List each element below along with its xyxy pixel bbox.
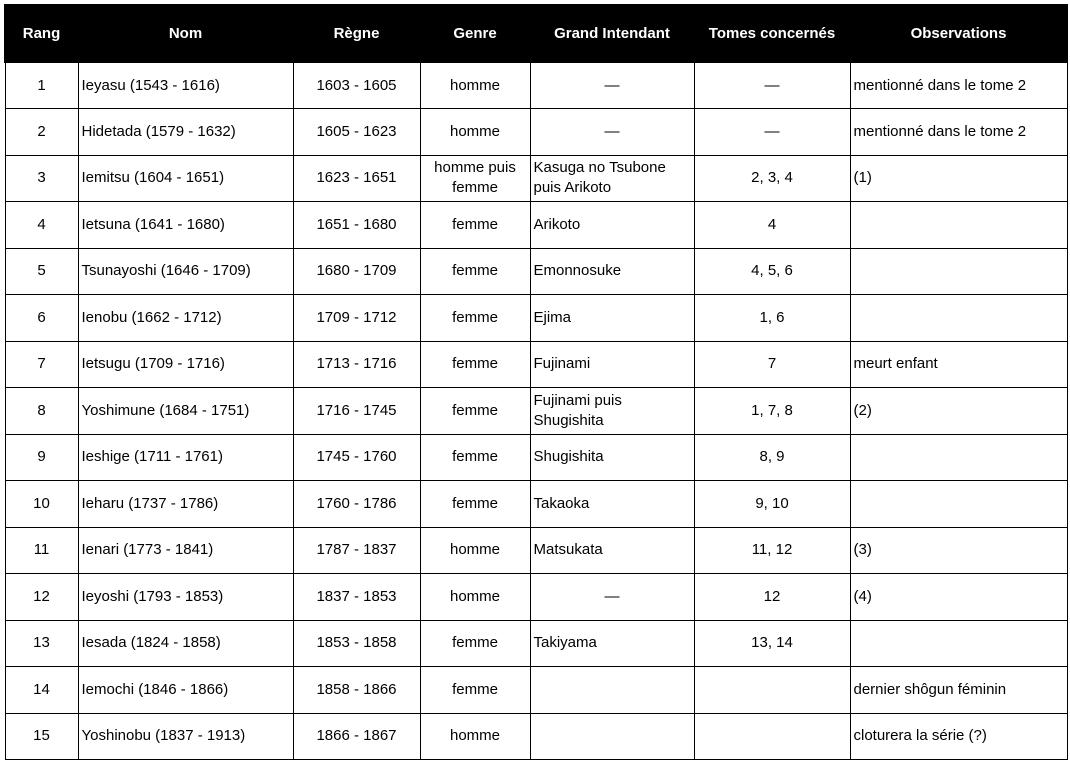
header-observations: Observations <box>850 5 1067 62</box>
cell-rang: 10 <box>5 481 78 528</box>
header-tomes: Tomes concernés <box>694 5 850 62</box>
cell-nom: Iesada (1824 - 1858) <box>78 620 293 667</box>
cell-rang: 4 <box>5 202 78 249</box>
cell-tomes <box>694 713 850 760</box>
cell-observations <box>850 202 1067 249</box>
cell-tomes: — <box>694 62 850 109</box>
cell-tomes: 4, 5, 6 <box>694 248 850 295</box>
cell-tomes: 12 <box>694 574 850 621</box>
cell-regne: 1787 - 1837 <box>293 527 420 574</box>
cell-grand-intendant: Emonnosuke <box>530 248 694 295</box>
cell-observations <box>850 620 1067 667</box>
cell-rang: 11 <box>5 527 78 574</box>
table-row <box>5 574 1067 621</box>
cell-nom: Ieshige (1711 - 1761) <box>78 434 293 481</box>
table-row <box>5 481 1067 528</box>
shogun-table <box>4 4 1068 760</box>
cell-genre: femme <box>420 202 530 249</box>
cell-regne: 1713 - 1716 <box>293 341 420 388</box>
cell-tomes <box>694 667 850 714</box>
cell-observations: mentionné dans le tome 2 <box>850 109 1067 156</box>
cell-regne: 1853 - 1858 <box>293 620 420 667</box>
table-row <box>5 388 1067 435</box>
cell-observations: (4) <box>850 574 1067 621</box>
cell-regne: 1605 - 1623 <box>293 109 420 156</box>
cell-observations: mentionné dans le tome 2 <box>850 62 1067 109</box>
cell-tomes: — <box>694 109 850 156</box>
cell-genre: femme <box>420 481 530 528</box>
table-row <box>5 202 1067 249</box>
cell-genre: femme <box>420 620 530 667</box>
cell-nom: Ieyasu (1543 - 1616) <box>78 62 293 109</box>
header-nom: Nom <box>78 5 293 62</box>
cell-regne: 1760 - 1786 <box>293 481 420 528</box>
cell-regne: 1837 - 1853 <box>293 574 420 621</box>
cell-rang: 7 <box>5 341 78 388</box>
cell-nom: Iemochi (1846 - 1866) <box>78 667 293 714</box>
cell-genre: homme puis femme <box>420 155 530 202</box>
cell-regne: 1680 - 1709 <box>293 248 420 295</box>
cell-tomes: 1, 7, 8 <box>694 388 850 435</box>
cell-nom: Yoshinobu (1837 - 1913) <box>78 713 293 760</box>
cell-grand-intendant: Ejima <box>530 295 694 342</box>
cell-regne: 1651 - 1680 <box>293 202 420 249</box>
table-row <box>5 62 1067 109</box>
cell-tomes: 2, 3, 4 <box>694 155 850 202</box>
cell-rang: 5 <box>5 248 78 295</box>
header-genre: Genre <box>420 5 530 62</box>
header-row <box>5 5 1067 62</box>
cell-grand-intendant: — <box>530 574 694 621</box>
cell-grand-intendant <box>530 667 694 714</box>
cell-grand-intendant: Shugishita <box>530 434 694 481</box>
cell-tomes: 9, 10 <box>694 481 850 528</box>
cell-nom: Ieyoshi (1793 - 1853) <box>78 574 293 621</box>
cell-regne: 1623 - 1651 <box>293 155 420 202</box>
cell-nom: Ienobu (1662 - 1712) <box>78 295 293 342</box>
cell-grand-intendant <box>530 713 694 760</box>
cell-grand-intendant: Takiyama <box>530 620 694 667</box>
cell-genre: homme <box>420 574 530 621</box>
cell-rang: 3 <box>5 155 78 202</box>
table-row <box>5 341 1067 388</box>
cell-grand-intendant: Matsukata <box>530 527 694 574</box>
cell-genre: femme <box>420 388 530 435</box>
cell-rang: 6 <box>5 295 78 342</box>
cell-regne: 1709 - 1712 <box>293 295 420 342</box>
cell-regne: 1716 - 1745 <box>293 388 420 435</box>
cell-nom: Yoshimune (1684 - 1751) <box>78 388 293 435</box>
cell-observations: meurt enfant <box>850 341 1067 388</box>
cell-nom: Iemitsu (1604 - 1651) <box>78 155 293 202</box>
cell-grand-intendant: Fujinami <box>530 341 694 388</box>
cell-grand-intendant: Takaoka <box>530 481 694 528</box>
cell-genre: femme <box>420 248 530 295</box>
cell-rang: 9 <box>5 434 78 481</box>
cell-regne: 1745 - 1760 <box>293 434 420 481</box>
cell-observations: cloturera la série (?) <box>850 713 1067 760</box>
cell-regne: 1603 - 1605 <box>293 62 420 109</box>
cell-tomes: 13, 14 <box>694 620 850 667</box>
cell-observations <box>850 481 1067 528</box>
table-row <box>5 295 1067 342</box>
cell-observations: dernier shôgun féminin <box>850 667 1067 714</box>
cell-rang: 14 <box>5 667 78 714</box>
cell-nom: Ietsugu (1709 - 1716) <box>78 341 293 388</box>
cell-tomes: 4 <box>694 202 850 249</box>
cell-grand-intendant: Arikoto <box>530 202 694 249</box>
cell-genre: homme <box>420 62 530 109</box>
cell-nom: Tsunayoshi (1646 - 1709) <box>78 248 293 295</box>
cell-tomes: 8, 9 <box>694 434 850 481</box>
cell-rang: 8 <box>5 388 78 435</box>
table-body <box>5 62 1067 760</box>
cell-rang: 13 <box>5 620 78 667</box>
cell-observations <box>850 434 1067 481</box>
cell-genre: femme <box>420 295 530 342</box>
cell-genre: femme <box>420 434 530 481</box>
cell-observations: (3) <box>850 527 1067 574</box>
cell-genre: homme <box>420 109 530 156</box>
cell-nom: Ienari (1773 - 1841) <box>78 527 293 574</box>
table-row <box>5 527 1067 574</box>
cell-grand-intendant: — <box>530 109 694 156</box>
table-row <box>5 667 1067 714</box>
cell-observations: (1) <box>850 155 1067 202</box>
cell-grand-intendant: Fujinami puis Shugishita <box>530 388 694 435</box>
cell-rang: 12 <box>5 574 78 621</box>
cell-nom: Ietsuna (1641 - 1680) <box>78 202 293 249</box>
cell-grand-intendant: Kasuga no Tsubone puis Arikoto <box>530 155 694 202</box>
header-grand-intendant: Grand Intendant <box>530 5 694 62</box>
table-row <box>5 109 1067 156</box>
cell-rang: 2 <box>5 109 78 156</box>
cell-regne: 1858 - 1866 <box>293 667 420 714</box>
cell-tomes: 7 <box>694 341 850 388</box>
cell-observations <box>850 248 1067 295</box>
cell-rang: 1 <box>5 62 78 109</box>
table-row <box>5 620 1067 667</box>
cell-tomes: 1, 6 <box>694 295 850 342</box>
cell-observations <box>850 295 1067 342</box>
header-regne: Règne <box>293 5 420 62</box>
cell-genre: homme <box>420 527 530 574</box>
table-row <box>5 434 1067 481</box>
cell-tomes: 11, 12 <box>694 527 850 574</box>
table-row <box>5 713 1067 760</box>
cell-observations: (2) <box>850 388 1067 435</box>
table-row <box>5 248 1067 295</box>
cell-grand-intendant: — <box>530 62 694 109</box>
cell-genre: femme <box>420 667 530 714</box>
cell-rang: 15 <box>5 713 78 760</box>
cell-nom: Hidetada (1579 - 1632) <box>78 109 293 156</box>
cell-genre: femme <box>420 341 530 388</box>
cell-nom: Ieharu (1737 - 1786) <box>78 481 293 528</box>
cell-regne: 1866 - 1867 <box>293 713 420 760</box>
cell-genre: homme <box>420 713 530 760</box>
table-row <box>5 155 1067 202</box>
header-rang: Rang <box>5 5 78 62</box>
